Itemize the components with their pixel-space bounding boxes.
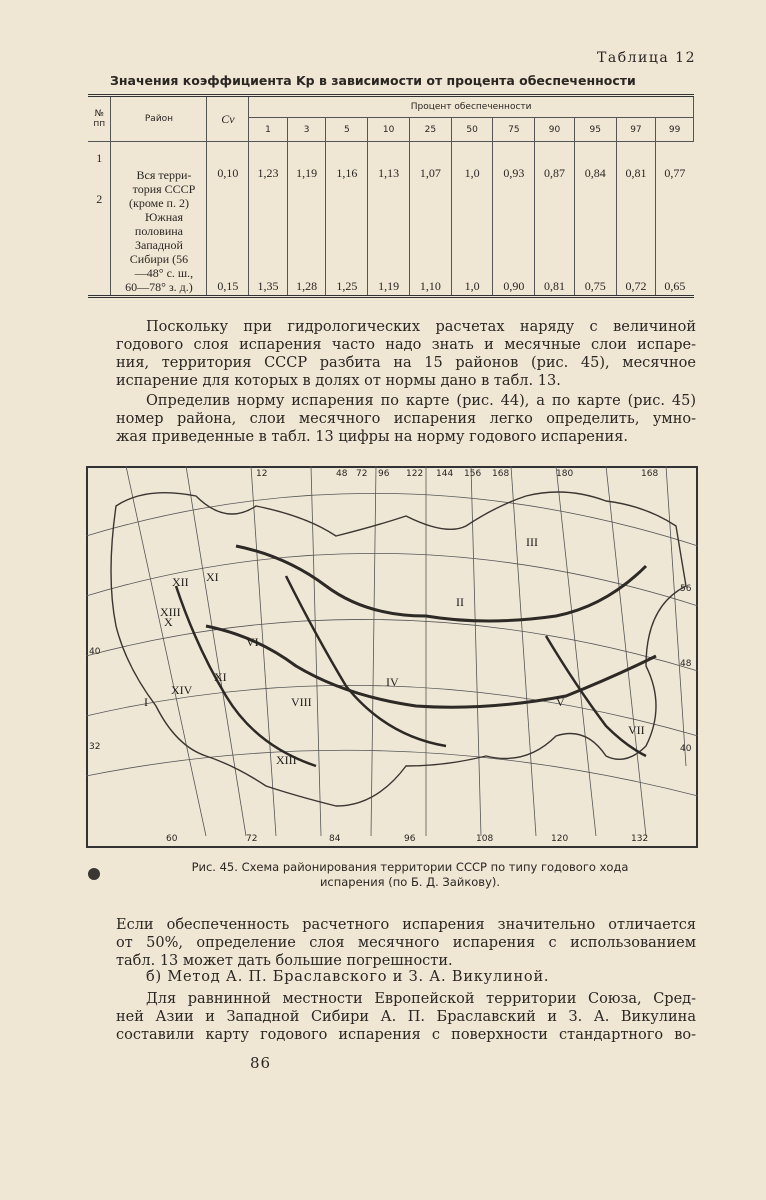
map-left-label: 40 — [89, 647, 101, 657]
map-region-label: VIII — [291, 695, 312, 709]
paragraph-3: Если обеспеченность расчетного испарения значительно отличается от 50%, определение слоя месячного испарения с использованием табл. 13 может дать большие погрешности. — [116, 917, 696, 969]
map-top-label: 12 — [256, 469, 268, 479]
map-top-label: 96 — [378, 469, 390, 479]
map-region-label: XI — [206, 570, 219, 584]
header-cv: Cv — [207, 96, 249, 142]
map-region-label: VI — [246, 635, 259, 649]
value-cell: 1,19 1,28 — [287, 142, 326, 297]
header-percent-cell: 99 — [656, 118, 694, 142]
map-region-label: XII — [172, 575, 189, 589]
zoning-map — [86, 466, 698, 848]
map-bottom-label: 72 — [246, 834, 258, 844]
header-percent-cell: 97 — [616, 118, 656, 142]
map-top-label: 144 — [436, 469, 454, 479]
value-cell: 0,87 0,81 — [535, 142, 575, 297]
map-top-label: 122 — [406, 469, 424, 479]
header-percent-cell: 3 — [287, 118, 326, 142]
header-percent-cell: 1 — [249, 118, 288, 142]
header-region: Район — [111, 96, 207, 142]
cv-cell: 0,10 0,15 — [207, 142, 249, 297]
map-top-label: 168 — [492, 469, 510, 479]
map-region-label: VII — [628, 723, 645, 737]
map-bottom-label: 96 — [404, 834, 416, 844]
map-top-label: 168 — [641, 469, 659, 479]
value-cell: 0,81 0,72 — [616, 142, 656, 297]
header-percent-cell: 50 — [451, 118, 493, 142]
value-cell: 0,93 0,90 — [493, 142, 535, 297]
map-bottom-label: 108 — [476, 834, 494, 844]
header-percent-cell: 90 — [535, 118, 575, 142]
map-region-label: III — [526, 535, 538, 549]
map-top-label: 180 — [556, 469, 574, 479]
header-percent-cell: 5 — [326, 118, 368, 142]
map-bottom-label: 84 — [329, 834, 341, 844]
value-cell: 1,23 1,35 — [249, 142, 288, 297]
map-region-label: X — [164, 615, 173, 629]
map-top-label: 156 — [464, 469, 482, 479]
row-num-2: 2 — [96, 192, 103, 206]
header-percent: Процент обеспеченности — [249, 96, 694, 118]
paragraph-4: Для равнинной местности Европейской территории Союза, Сред- ней Азии и Западной Сибири А. П. Браславский и З. А. Викулина составили карту годового испарения с поверхности стандартного во- — [116, 991, 696, 1043]
map-right-label: 48 — [680, 659, 692, 669]
page-number: 86 — [250, 1054, 272, 1072]
value-cell: 1,16 1,25 — [326, 142, 368, 297]
map-region-label: XIV — [171, 683, 193, 697]
header-percent-cell: 75 — [493, 118, 535, 142]
map-right-label: 56 — [680, 584, 692, 594]
map-region-label: XIII — [276, 753, 297, 767]
paragraph-1: Поскольку при гидрологических расчетах наряду с величиной годового слоя испарения часто надо знать и месячные слои испаре- ния, территория СССР разбита на 15 районов (рис. 45), месячное испарение для которых в долях от нормы дано в табл. 13. — [116, 319, 696, 389]
map-region-label: I — [144, 695, 148, 709]
map-bottom-label: 132 — [631, 834, 649, 844]
header-percent-cell: 25 — [409, 118, 451, 142]
map-region-label: XIII — [160, 605, 181, 619]
value-cell: 1,13 1,19 — [368, 142, 410, 297]
method-heading: б) Метод А. П. Браславского и З. А. Викулиной. — [146, 969, 550, 985]
value-cell: 0,77 0,65 — [656, 142, 694, 297]
table-number: Таблица 12 — [597, 50, 696, 66]
map-left-label: 32 — [89, 742, 101, 752]
figure-caption: Рис. 45. Схема районирования территории СССР по типу годового хода испарения (по Б. Д. Зайкову). — [191, 860, 629, 889]
map-region-label: V — [556, 695, 565, 709]
value-cell: 1,0 1,0 — [451, 142, 493, 297]
map-top-label: 48 — [336, 469, 348, 479]
coefficient-table — [88, 94, 694, 298]
value-cell: 0,84 0,75 — [574, 142, 616, 297]
figure-bullet — [88, 868, 100, 880]
map-region-label: IV — [386, 675, 399, 689]
value-cell: 1,07 1,10 — [409, 142, 451, 297]
map-region-label: II — [456, 595, 464, 609]
row-num: 1 2 — [88, 142, 111, 297]
map-top-label: 72 — [356, 469, 368, 479]
map-region-label: XI — [214, 670, 227, 684]
map-right-label: 40 — [680, 744, 692, 754]
paragraph-2: Определив норму испарения по карте (рис. 44), а по карте (рис. 45) номер района, слои месячного испарения легко определить, умно- жая приведенные в табл. 13 цифры на норму годового испарения. — [116, 393, 696, 445]
header-percent-cell: 95 — [574, 118, 616, 142]
header-percent-cell: 10 — [368, 118, 410, 142]
header-num: № пп — [88, 96, 111, 142]
region-cell: Вся терри- тория СССР (кроме п. 2) Южная половина Западной Сибири (56 —48° с. ш., 60—78° з. д.) — [111, 142, 207, 297]
table-caption: Значения коэффициента Kp в зависимости от процента обеспеченности — [110, 73, 636, 88]
map-bottom-label: 120 — [551, 834, 569, 844]
table-row — [88, 142, 694, 297]
map-bottom-label: 60 — [166, 834, 178, 844]
